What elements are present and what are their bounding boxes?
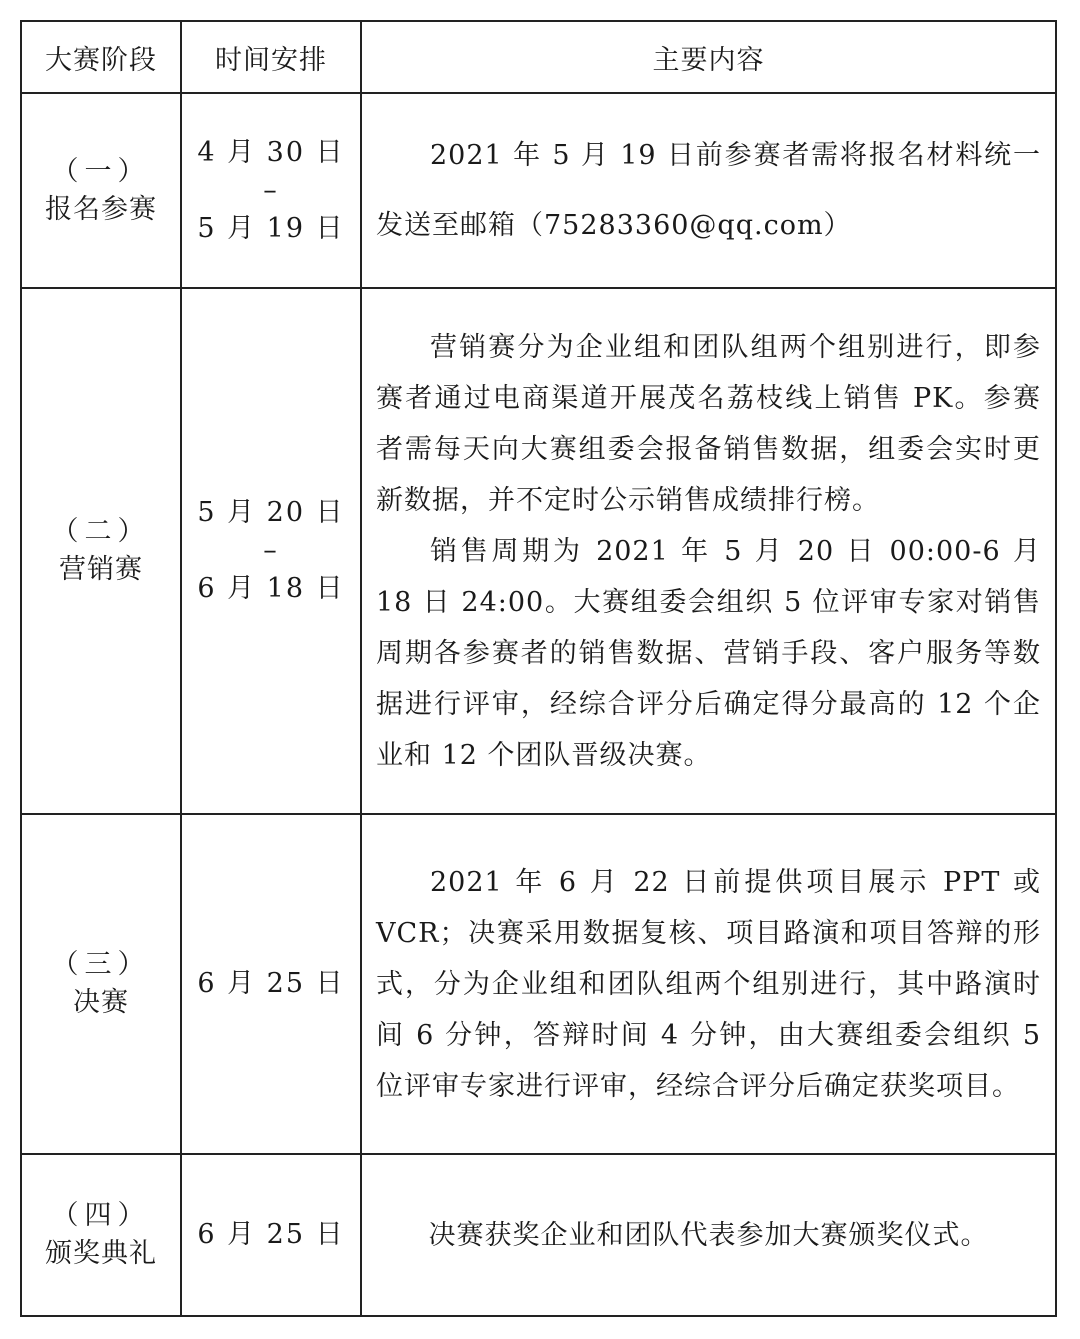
table-row [21, 93, 1056, 288]
content-cell [361, 814, 1056, 1154]
time-cell [181, 93, 361, 288]
table-row [21, 1154, 1056, 1316]
table-header-row [21, 21, 1056, 93]
time-single: 6 月 25 日 [197, 968, 345, 999]
stage-cell [21, 288, 181, 814]
content-cell [361, 288, 1056, 814]
content-cell [361, 93, 1056, 288]
content-paragraph: 2021 年 6 月 22 日前提供项目展示 PPT 或 VCR；决赛采用数据复核、项目路演和项目答辩的形式，分为企业组和团队组两个组别进行，其中路演时间 6 分钟，答辩时间 4 分钟，由大赛组委会组织 5 位评审专家进行评审，经综合评分后确定获奖项目。 [376, 866, 1041, 1102]
stage-name: 营销赛 [59, 554, 143, 585]
stage-cell [21, 93, 181, 288]
content-cell [361, 1154, 1056, 1316]
competition-schedule-table [20, 20, 1057, 1317]
table-row [21, 814, 1056, 1154]
content-paragraph: 决赛获奖企业和团队代表参加大赛颁奖仪式。 [428, 1219, 989, 1251]
time-start: 5 月 20 日 [197, 497, 345, 528]
header-content: 主要内容 [361, 21, 1056, 93]
time-cell [181, 814, 361, 1154]
stage-cell [21, 1154, 181, 1316]
stage-number: （一） [51, 155, 151, 187]
stage-name: 报名参赛 [45, 193, 157, 225]
content-paragraph: 销售周期为 2021 年 5 月 20 日 00:00-6 月 18 日 24:00。大赛组委会组织 5 位评审专家对销售周期各参赛者的销售数据、营销手段、客户服务等数据进行评审，经综合评分后确定得分最高的 12 个企业和 12 个团队晋级决赛。 [376, 535, 1041, 771]
stage-name: 颁奖典礼 [45, 1238, 157, 1269]
header-stage: 大赛阶段 [21, 21, 181, 93]
stage-number: （二） [51, 516, 151, 547]
stage-cell [21, 814, 181, 1154]
content-paragraph: 营销赛分为企业组和团队组两个组别进行，即参赛者通过电商渠道开展茂名荔枝线上销售 PK。参赛者需每天向大赛组委会报备销售数据，组委会实时更新数据，并不定时公示销售成绩排行榜。 [376, 331, 1041, 516]
time-single: 6 月 25 日 [197, 1219, 345, 1250]
time-cell [181, 288, 361, 814]
time-end: 5 月 19 日 [197, 212, 345, 244]
stage-name: 决赛 [73, 987, 129, 1018]
time-end: 6 月 18 日 [197, 573, 345, 604]
table-row [21, 288, 1056, 814]
time-dash: – [263, 535, 279, 566]
time-start: 4 月 30 日 [197, 136, 345, 168]
schedule-sheet [20, 20, 1055, 1311]
content-paragraph: 2021 年 5 月 19 日前参赛者需将报名材料统一发送至邮箱（75283360@qq.com） [376, 139, 1041, 241]
time-dash: – [263, 174, 279, 206]
time-cell [181, 1154, 361, 1316]
header-time: 时间安排 [181, 21, 361, 93]
stage-number: （四） [51, 1200, 151, 1231]
stage-number: （三） [51, 949, 151, 980]
